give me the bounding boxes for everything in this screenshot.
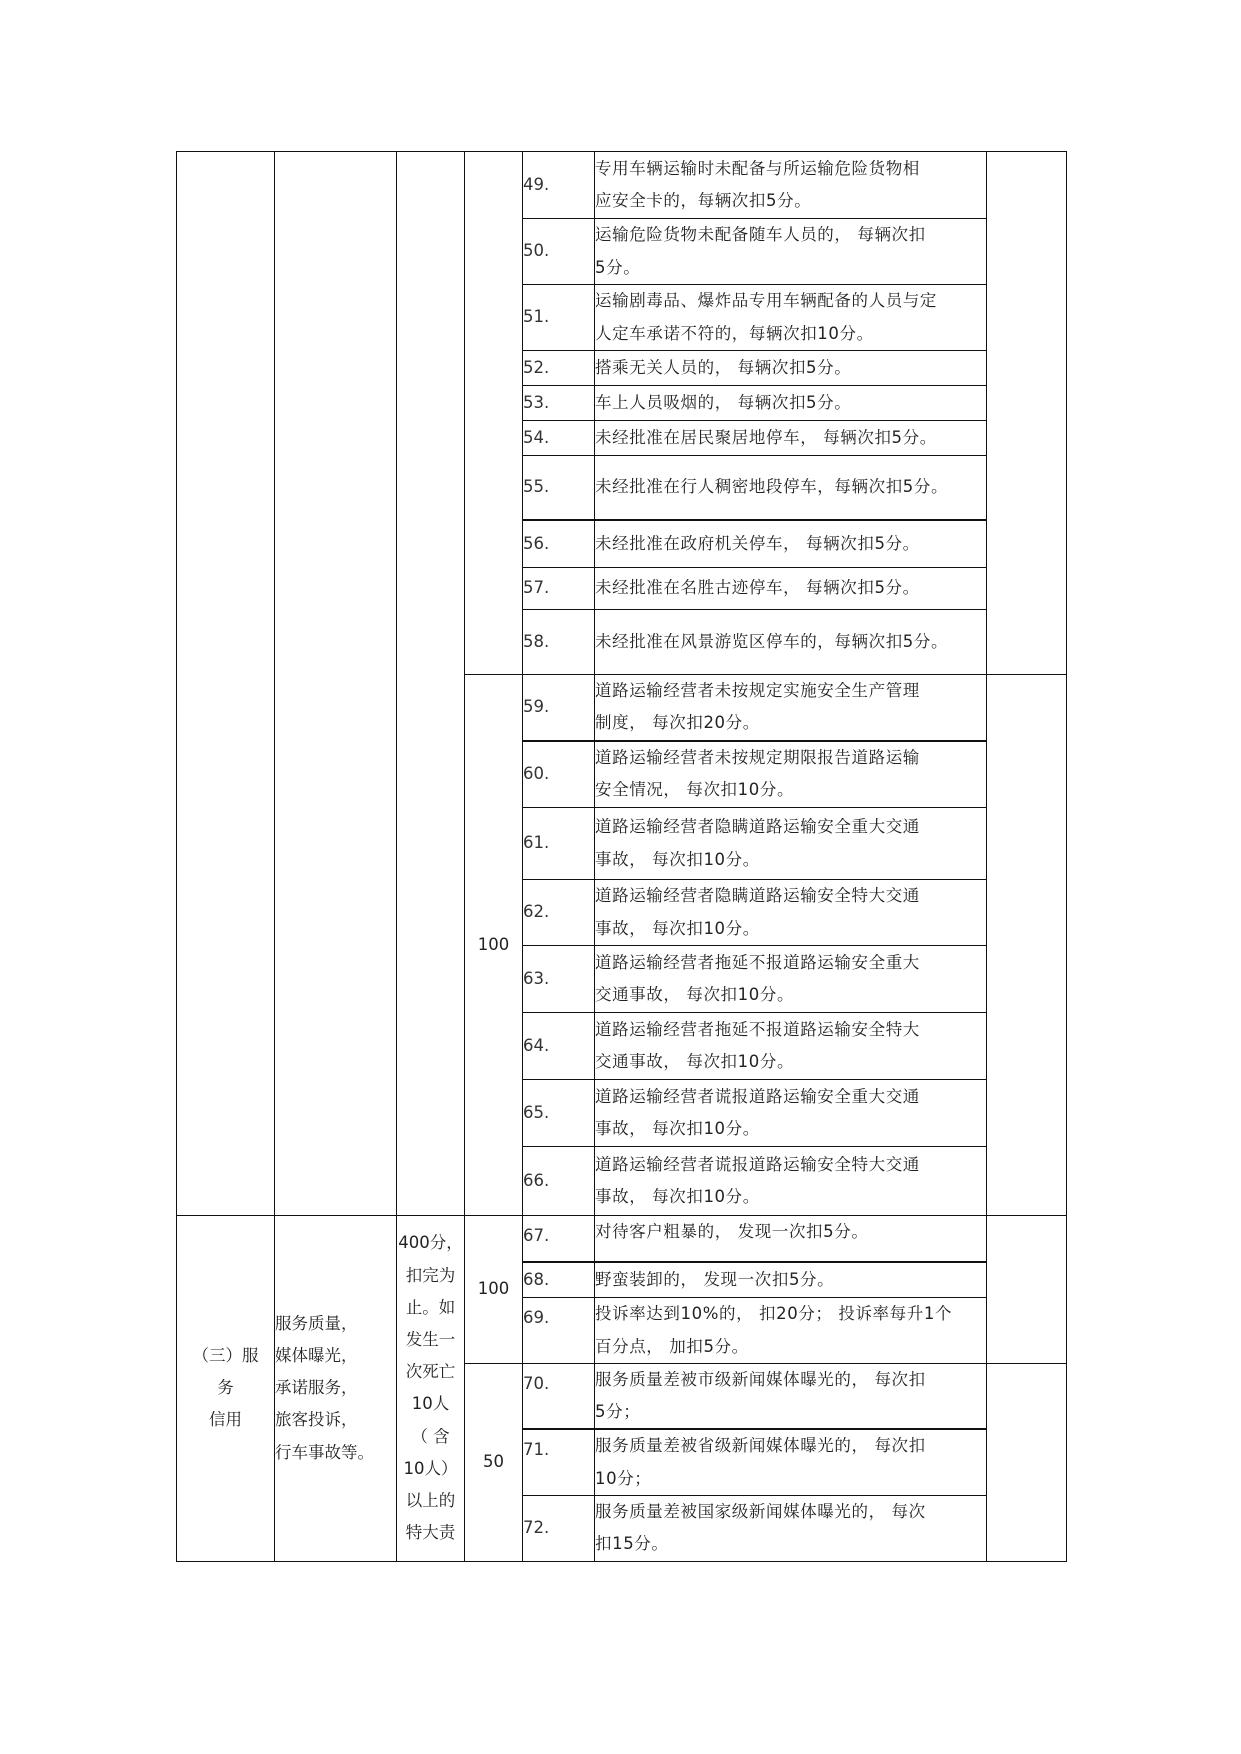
item-description: 服务质量差被市级新闻媒体曝光的， 每次扣 5分； [595, 1364, 987, 1430]
item-description: 野蛮装卸的， 发现一次扣5分。 [595, 1262, 987, 1298]
item-number: 56. [523, 520, 595, 568]
assessment-items: 服务质量， 媒体曝光， 承诺服务， 旅客投诉， 行车事故等。 [275, 1216, 397, 1562]
items-cell-empty [275, 152, 397, 1216]
item-description: 服务质量差被省级新闻媒体曝光的， 每次扣 10分； [595, 1429, 987, 1495]
item-description: 道路运输经营者隐瞒道路运输安全特大交通 事故， 每次扣10分。 [595, 880, 987, 946]
group-score: 100 [465, 675, 523, 1216]
item-description: 未经批准在政府机关停车， 每辆次扣5分。 [595, 520, 987, 568]
item-description: 道路运输经营者未按规定实施安全生产管理 制度， 每次扣20分。 [595, 675, 987, 741]
item-description: 道路运输经营者谎报道路运输安全特大交通 事故， 每次扣10分。 [595, 1147, 987, 1216]
item-description: 搭乘无关人员的， 每辆次扣5分。 [595, 351, 987, 386]
item-description: 未经批准在行人稠密地段停车，每辆次扣5分。 [595, 456, 987, 520]
item-number: 67. [523, 1216, 595, 1262]
item-number: 71. [523, 1429, 595, 1495]
item-number: 60. [523, 741, 595, 808]
item-number: 62. [523, 880, 595, 946]
item-number: 68. [523, 1262, 595, 1298]
item-number: 59. [523, 675, 595, 741]
score-cell-empty [465, 152, 523, 675]
item-description: 道路运输经营者拖延不报道路运输安全特大 交通事故， 每次扣10分。 [595, 1013, 987, 1080]
item-number: 65. [523, 1080, 595, 1147]
item-number: 63. [523, 946, 595, 1013]
item-description: 车上人员吸烟的， 每辆次扣5分。 [595, 386, 987, 421]
category-service-credit: （三）服 务 信用 [177, 1216, 275, 1562]
item-number: 50. [523, 219, 595, 285]
item-description: 未经批准在风景游览区停车的，每辆次扣5分。 [595, 610, 987, 675]
remark-cell-empty [987, 675, 1067, 1216]
remark-cell-empty [987, 1364, 1067, 1562]
item-number: 55. [523, 456, 595, 520]
item-description: 未经批准在名胜古迹停车， 每辆次扣5分。 [595, 568, 987, 610]
item-number: 69. [523, 1298, 595, 1364]
item-number: 58. [523, 610, 595, 675]
item-description: 运输剧毒品、爆炸品专用车辆配备的人员与定 人定车承诺不符的，每辆次扣10分。 [595, 285, 987, 351]
item-number: 70. [523, 1364, 595, 1430]
item-number: 53. [523, 386, 595, 421]
table-row [177, 152, 1067, 219]
item-number: 72. [523, 1495, 595, 1561]
group-score: 100 [465, 1216, 523, 1364]
item-number: 64. [523, 1013, 595, 1080]
group-score: 50 [465, 1364, 523, 1562]
item-number: 51. [523, 285, 595, 351]
item-description: 未经批准在居民聚居地停车， 每辆次扣5分。 [595, 421, 987, 456]
item-number: 61. [523, 808, 595, 880]
scoring-table [176, 151, 1067, 1562]
item-description: 运输危险货物未配备随车人员的， 每辆次扣 5分。 [595, 219, 987, 285]
item-description: 道路运输经营者拖延不报道路运输安全重大 交通事故， 每次扣10分。 [595, 946, 987, 1013]
score-note: 400分， 扣完为 止。如 发生一 次死亡 10人 （ 含 10人） 以上的 特大责 [397, 1216, 465, 1562]
remark-cell-empty [987, 1216, 1067, 1364]
item-number: 54. [523, 421, 595, 456]
note-cell-empty [397, 152, 465, 1216]
item-description: 道路运输经营者未按规定期限报告道路运输 安全情况， 每次扣10分。 [595, 741, 987, 808]
item-number: 57. [523, 568, 595, 610]
item-number: 66. [523, 1147, 595, 1216]
item-description: 道路运输经营者谎报道路运输安全重大交通 事故， 每次扣10分。 [595, 1080, 987, 1147]
item-description: 道路运输经营者隐瞒道路运输安全重大交通 事故， 每次扣10分。 [595, 808, 987, 880]
table-body [177, 152, 1067, 1562]
table-row [177, 1216, 1067, 1262]
item-number: 52. [523, 351, 595, 386]
category-cell-empty [177, 152, 275, 1216]
item-description: 对待客户粗暴的， 发现一次扣5分。 [595, 1216, 987, 1262]
item-description: 服务质量差被国家级新闻媒体曝光的， 每次 扣15分。 [595, 1495, 987, 1561]
remark-cell-empty [987, 152, 1067, 675]
item-number: 49. [523, 152, 595, 219]
item-description: 专用车辆运输时未配备与所运输危险货物相 应安全卡的，每辆次扣5分。 [595, 152, 987, 219]
item-description: 投诉率达到10%的， 扣20分； 投诉率每升1个 百分点， 加扣5分。 [595, 1298, 987, 1364]
